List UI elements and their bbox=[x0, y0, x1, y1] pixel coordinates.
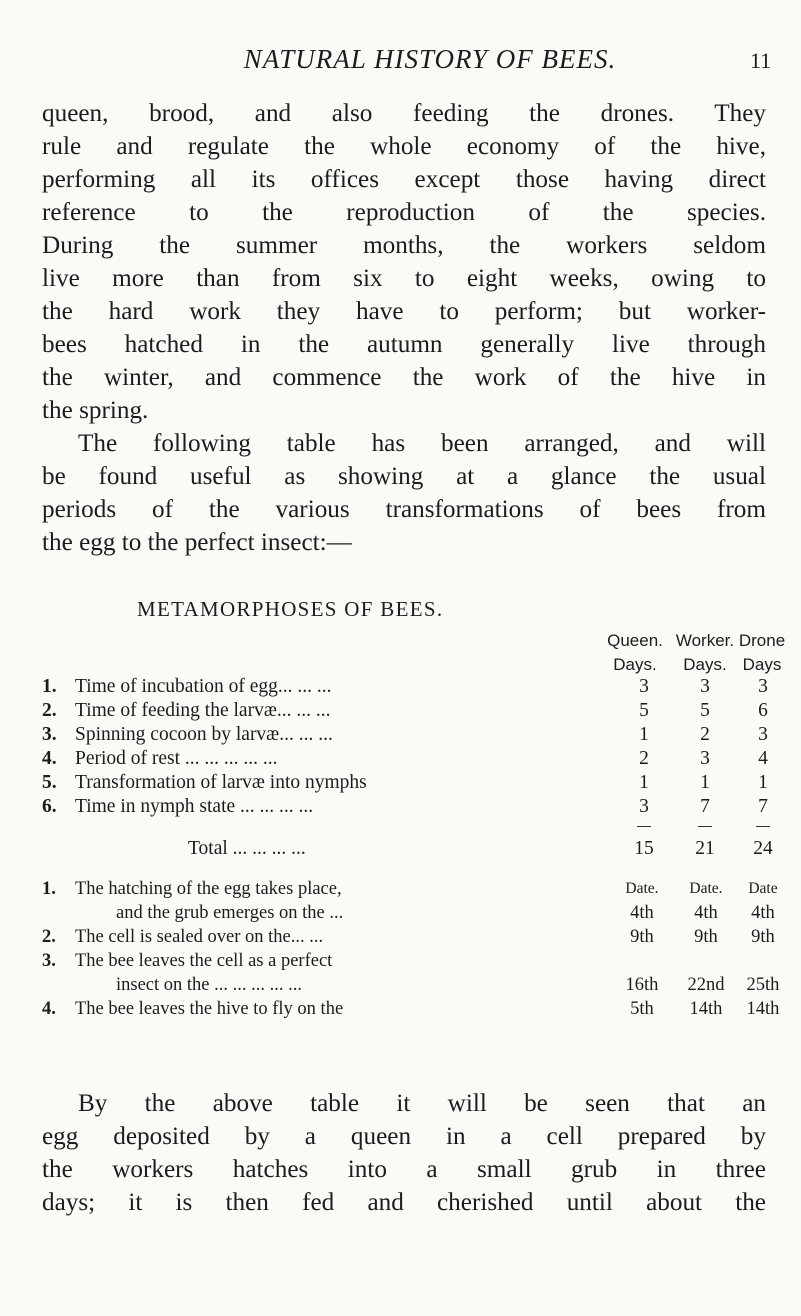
row-label-continued: and the grub emerges on the ... bbox=[116, 903, 344, 923]
drone-total: 24 bbox=[753, 838, 773, 859]
row-label: The bee leaves the hive to fly on the bbox=[75, 999, 344, 1019]
text-line: periods of the various transformations of bees from bbox=[42, 496, 766, 523]
queen-total: 15 bbox=[634, 838, 654, 859]
column-unit: Days. bbox=[683, 655, 727, 674]
row-label: The bee leaves the cell as a perfect bbox=[75, 951, 333, 971]
text-line: By the above table it will be seen that an bbox=[78, 1090, 766, 1117]
drone-value: 3 bbox=[758, 724, 768, 745]
paragraph-workers bbox=[42, 97, 766, 559]
drone-date: 9th bbox=[751, 927, 775, 947]
column-header-drone bbox=[722, 629, 801, 677]
column-unit: Days bbox=[742, 655, 782, 674]
worker-value: 2 bbox=[700, 724, 710, 745]
queen-date: 5th bbox=[630, 999, 654, 1019]
row-label-continued: insect on the ... ... ... ... ... bbox=[116, 975, 303, 995]
total-rule bbox=[756, 826, 770, 827]
row-number: 4. bbox=[42, 748, 57, 769]
queen-value: 1 bbox=[639, 772, 649, 793]
row-label: Time of feeding the larvæ... ... ... bbox=[75, 700, 331, 721]
row-label: Spinning cocoon by larvæ... ... ... bbox=[75, 724, 333, 745]
row-label: Time of incubation of egg... ... ... bbox=[75, 676, 332, 697]
text-line: the spring. bbox=[42, 397, 149, 424]
queen-date: 4th bbox=[630, 903, 654, 923]
row-label: The cell is sealed over on the... ... bbox=[75, 927, 324, 947]
queen-value: 5 bbox=[639, 700, 649, 721]
column-name: Queen. bbox=[607, 631, 663, 650]
row-number: 4. bbox=[42, 999, 56, 1019]
text-line: reference to the reproduction of the species. bbox=[42, 199, 766, 226]
worker-date: 4th bbox=[694, 903, 718, 923]
row-label: The hatching of the egg takes place, bbox=[75, 879, 342, 899]
text-line: the workers hatches into a small grub in three bbox=[42, 1156, 766, 1183]
text-line: queen, brood, and also feeding the drones. They bbox=[42, 100, 766, 127]
drone-value: 7 bbox=[758, 796, 768, 817]
queen-value: 3 bbox=[639, 676, 649, 697]
drone-date: 25th bbox=[746, 975, 780, 995]
table-row bbox=[0, 700, 801, 724]
text-line: days; it is then fed and cherished until about the bbox=[42, 1189, 766, 1216]
paragraph-conclusion bbox=[42, 1087, 766, 1219]
row-number: 1. bbox=[42, 676, 57, 697]
drone-date: 4th bbox=[751, 903, 775, 923]
text-line: the hard work they have to perform; but worker- bbox=[42, 298, 766, 325]
total-label: Total ... ... ... ... bbox=[188, 838, 306, 859]
total-rule bbox=[698, 826, 712, 827]
worker-date: 9th bbox=[694, 927, 718, 947]
table-row bbox=[0, 772, 801, 796]
text-line: be found useful as showing at a glance the usual bbox=[42, 463, 766, 490]
text-line: live more than from six to eight weeks, owing to bbox=[42, 265, 766, 292]
column-name: Worker. bbox=[675, 631, 735, 650]
drone-date: 14th bbox=[746, 999, 780, 1019]
row-number: 3. bbox=[42, 951, 56, 971]
drone-value: 6 bbox=[758, 700, 768, 721]
table-row bbox=[0, 724, 801, 748]
worker-value: 1 bbox=[700, 772, 710, 793]
worker-value: 3 bbox=[700, 676, 710, 697]
column-unit: Days. bbox=[613, 655, 657, 674]
row-number: 1. bbox=[42, 879, 56, 899]
column-name: Drone bbox=[738, 631, 786, 650]
page-number: 11 bbox=[750, 48, 772, 73]
drone-value: 4 bbox=[758, 748, 768, 769]
worker-value: 7 bbox=[700, 796, 710, 817]
queen-value: 3 bbox=[639, 796, 649, 817]
worker-total: 21 bbox=[695, 838, 715, 859]
table-title: METAMORPHOSES OF BEES. bbox=[137, 597, 444, 621]
row-label: Transformation of larvæ into nymphs bbox=[75, 772, 367, 793]
queen-value: 2 bbox=[639, 748, 649, 769]
text-line: During the summer months, the workers seldom bbox=[42, 232, 766, 259]
text-line: rule and regulate the whole economy of the hive, bbox=[42, 133, 766, 160]
total-rule bbox=[637, 826, 651, 827]
text-line: egg deposited by a queen in a cell prepared by bbox=[42, 1123, 766, 1150]
worker-value: 5 bbox=[700, 700, 710, 721]
queen-date: 9th bbox=[630, 927, 654, 947]
queen-value: 1 bbox=[639, 724, 649, 745]
row-number: 6. bbox=[42, 796, 57, 817]
row-label: Period of rest ... ... ... ... ... bbox=[75, 748, 278, 769]
worker-value: 3 bbox=[700, 748, 710, 769]
date-header: Date bbox=[748, 880, 778, 897]
text-line: The following table has been arranged, and will bbox=[78, 430, 766, 457]
worker-date: 14th bbox=[689, 999, 723, 1019]
date-header: Date. bbox=[625, 880, 659, 897]
table-row bbox=[0, 796, 801, 820]
running-head: NATURAL HISTORY OF BEES. bbox=[243, 44, 617, 74]
row-number: 5. bbox=[42, 772, 57, 793]
worker-date: 22nd bbox=[687, 975, 725, 995]
date-header: Date. bbox=[689, 880, 723, 897]
text-line: bees hatched in the autumn generally live through bbox=[42, 331, 766, 358]
table-row bbox=[0, 748, 801, 772]
table-row bbox=[0, 676, 801, 700]
text-line: performing all its offices except those having direct bbox=[42, 166, 766, 193]
queen-date: 16th bbox=[625, 975, 659, 995]
text-line: the winter, and commence the work of the hive in bbox=[42, 364, 766, 391]
total-row bbox=[0, 838, 801, 862]
row-number: 2. bbox=[42, 700, 57, 721]
drone-value: 3 bbox=[758, 676, 768, 697]
text-line: the egg to the perfect insect:— bbox=[42, 529, 352, 556]
row-label: Time in nymph state ... ... ... ... bbox=[75, 796, 314, 817]
row-number: 3. bbox=[42, 724, 57, 745]
row-number: 2. bbox=[42, 927, 56, 947]
drone-value: 1 bbox=[758, 772, 768, 793]
